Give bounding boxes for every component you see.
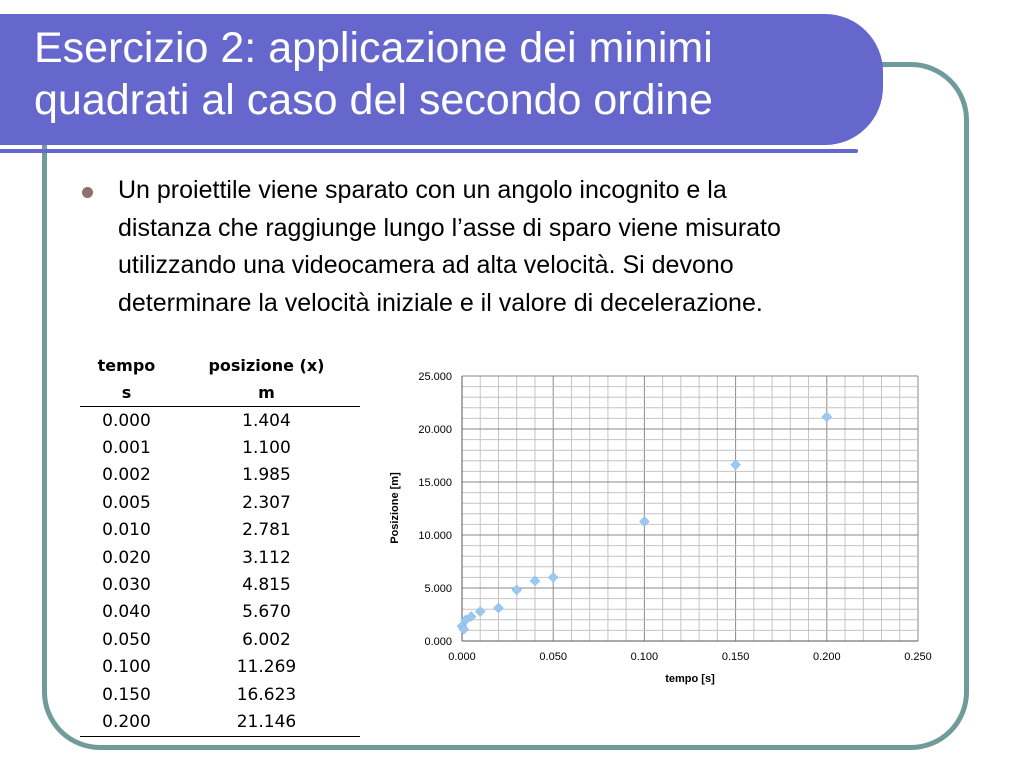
cell-posizione: 5.670	[242, 602, 291, 623]
bullet-dot-icon	[82, 187, 93, 198]
x-tick-label: 0.100	[630, 651, 659, 663]
table-row	[80, 434, 360, 461]
table-row	[80, 571, 360, 598]
cell-posizione: 4.815	[242, 575, 291, 596]
cell-tempo: 0.050	[102, 629, 151, 650]
cell-posizione: 21.146	[173, 708, 360, 736]
data-point-marker	[475, 607, 485, 617]
x-tick-label: 0.150	[721, 651, 750, 663]
table-row	[80, 407, 360, 435]
cell-posizione: 2.307	[242, 492, 291, 513]
slide-title	[34, 22, 874, 126]
y-tick-label: 5.000	[424, 583, 452, 595]
bullet-text	[118, 172, 958, 322]
table-row	[80, 489, 360, 516]
table-row	[80, 708, 360, 736]
x-tick-label: 0.050	[539, 651, 567, 663]
unit-tempo: s	[80, 379, 173, 407]
cell-posizione: 1.985	[242, 465, 291, 486]
title-line-1: Esercizio 2: applicazione dei minimi	[34, 24, 713, 72]
bullet-line-1: Un proiettile viene sparato con un angolo incognito e la	[118, 176, 727, 204]
cell-posizione: 3.112	[242, 547, 291, 568]
bullet-line-4: determinare la velocità iniziale e il valore di decelerazione.	[118, 288, 763, 317]
y-tick-label: 25.000	[418, 371, 452, 383]
x-tick-label: 0.000	[448, 651, 476, 663]
data-point-marker	[548, 572, 558, 582]
table-row	[80, 544, 360, 571]
y-axis-label: Posizione [m]	[389, 472, 401, 544]
title-line-2: quadrati al caso del secondo ordine	[34, 76, 713, 124]
table-body	[80, 407, 360, 737]
x-tick-label: 0.200	[813, 651, 841, 663]
cell-tempo: 0.030	[102, 575, 151, 596]
data-point-marker	[639, 517, 649, 527]
data-point-marker	[493, 603, 503, 613]
header-tempo: tempo	[97, 356, 156, 375]
cell-tempo: 0.001	[102, 438, 151, 459]
cell-tempo: 0.010	[102, 520, 151, 541]
y-tick-label: 10.000	[418, 530, 452, 542]
unit-posizione: m	[173, 379, 360, 407]
cell-tempo: 0.100	[102, 657, 151, 678]
cell-posizione: 6.002	[242, 629, 291, 650]
cell-tempo: 0.020	[102, 547, 151, 568]
table-row	[80, 681, 360, 708]
x-tick-label: 0.250	[904, 651, 932, 663]
data-point-marker	[512, 585, 522, 595]
cell-posizione: 1.404	[242, 410, 291, 431]
y-tick-label: 20.000	[418, 424, 452, 436]
cell-posizione: 2.781	[242, 520, 291, 541]
data-table	[80, 352, 360, 737]
cell-posizione: 1.100	[242, 438, 291, 459]
y-tick-label: 0.000	[424, 636, 452, 648]
cell-tempo: 0.000	[102, 410, 151, 431]
data-point-marker	[822, 412, 832, 422]
table-row	[80, 462, 360, 489]
table-row	[80, 599, 360, 626]
scatter-chart	[380, 360, 940, 690]
cell-tempo: 0.002	[102, 465, 151, 486]
chart-grid	[462, 376, 918, 641]
cell-tempo: 0.005	[102, 492, 151, 513]
bullet-line-3: utilizzando una videocamera ad alta velocità. Si devono	[118, 251, 734, 279]
header-posizione: posizione (x)	[208, 356, 325, 375]
table-row	[80, 517, 360, 544]
cell-posizione: 16.623	[236, 684, 297, 705]
x-axis-label: tempo [s]	[665, 673, 715, 685]
cell-tempo: 0.150	[102, 684, 151, 705]
title-underline	[0, 149, 858, 153]
y-tick-label: 15.000	[418, 477, 452, 489]
table-unit-row	[80, 379, 360, 407]
chart-axes	[418, 371, 931, 663]
cell-tempo: 0.040	[102, 602, 151, 623]
table-row	[80, 654, 360, 681]
table-header-row	[80, 352, 360, 379]
bullet-line-2: distanza che raggiunge lungo l’asse di sparo viene misurato	[118, 213, 781, 242]
cell-tempo: 0.200	[80, 708, 173, 736]
cell-posizione: 11.269	[236, 657, 297, 678]
table-row	[80, 626, 360, 653]
